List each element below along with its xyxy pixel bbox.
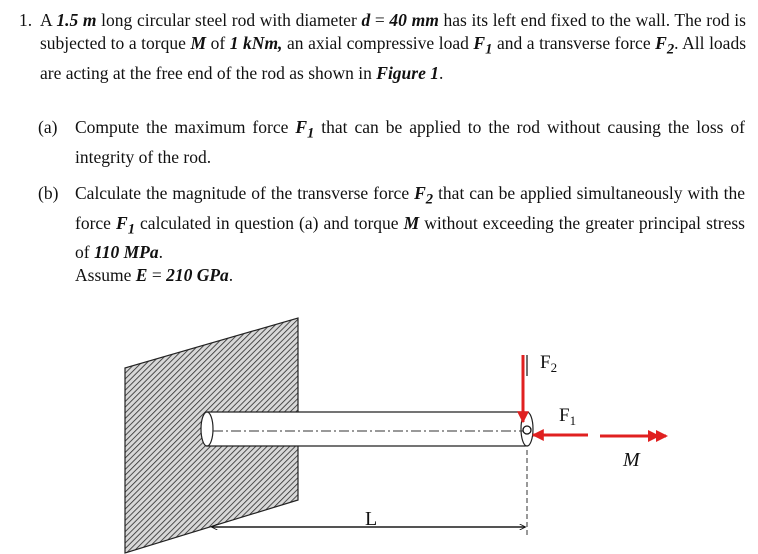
M-label: M: [623, 449, 640, 471]
rod: [201, 412, 533, 446]
F1-label: $F_1$: [559, 405, 577, 428]
load-point: [523, 426, 531, 434]
F2-label: $F_2$: [540, 352, 558, 375]
M-arrow: [600, 430, 668, 442]
L-label: L: [365, 508, 378, 530]
part-a-text: Compute the maximum force $F_1$ that can be applied to the rod without causing the loss of integrity of the rod.: [75, 117, 745, 167]
part-b-text: Calculate the magnitude of the transverse force $F_2$ that can be applied simultaneously with the force $F_1$ calculated in question (a) and torque M without exceeding the greater principal stress of 110 MPa. Assume E = 210 GPa.: [75, 183, 746, 285]
part-b-label: (b): [38, 183, 59, 203]
part-a-label: (a): [38, 117, 58, 137]
assume-line: Assume E = 210 GPa.: [75, 265, 234, 285]
problem-number: 1.: [19, 10, 33, 30]
problem-intro: A 1.5 m long circular steel rod with diameter d = 40 mm has its left end fixed to the wall. The rod is subjected to a torque M of 1 kNm, an axial compressive load $F_1$ and a transverse force $F_2$. All loads are acting at the free end of the rod as shown in Figure 1.: [40, 10, 747, 83]
